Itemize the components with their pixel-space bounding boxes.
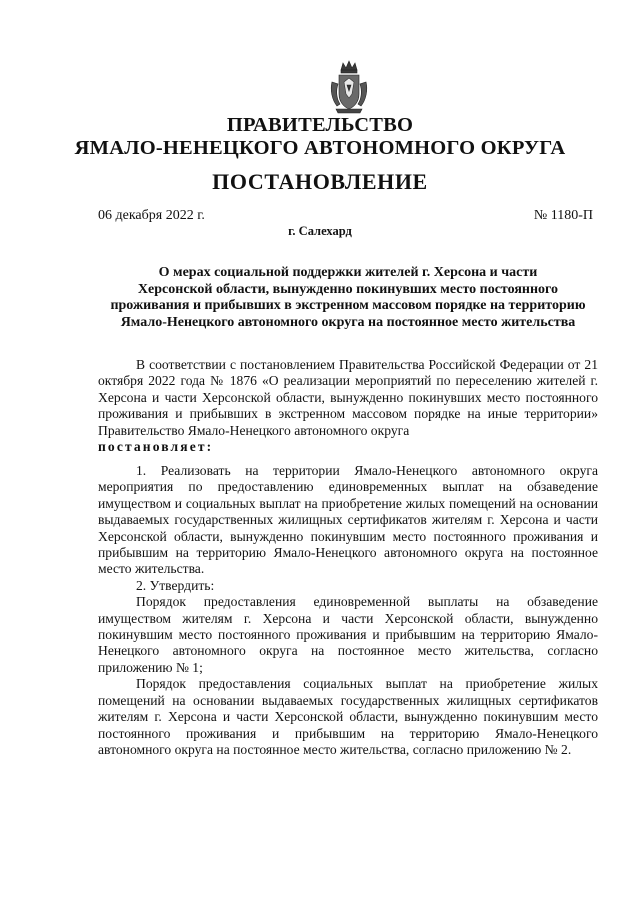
item-paragraph: Порядок предоставления социальных выплат на приобретение жилых помещений на основании выдаваемых государственных жилищных сертификатов жителям г. Херсона и части Херсонской области, вынужденно покинувшим место постоянного проживания и прибывшим на территорию Ямало-Ненецкого автономного округа на постоянное место жительства, согласно приложению № 2. bbox=[98, 676, 598, 757]
subject-line: Ямало-Ненецкого автономного округа на постоянное место жительства bbox=[120, 314, 576, 330]
coat-of-arms-emblem bbox=[328, 60, 370, 116]
document-type-title: ПОСТАНОВЛЕНИЕ bbox=[212, 169, 428, 194]
document-subject bbox=[98, 265, 598, 331]
subject-line: Херсонской области, вынужденно покинувших место постоянного bbox=[137, 281, 559, 297]
resolution-items bbox=[98, 463, 598, 758]
item-paragraph: 2. Утвердить: bbox=[136, 577, 215, 593]
subject-line: проживания и прибывших в экстренном массовом порядке на территорию bbox=[110, 298, 586, 313]
item-paragraph: Порядок предоставления единовременной выплаты на обзаведение имуществом жителям г. Херсона и части Херсонской области, вынужденно покинувшим место постоянного проживания и прибывшим на территорию Ямало-Ненецкого автономного округа на постоянное место жительства, согласно приложению № 1; bbox=[98, 594, 598, 675]
preamble-paragraph bbox=[98, 357, 598, 455]
document-number: № 1180-П bbox=[533, 208, 593, 223]
resolves-word: постановляет: bbox=[98, 439, 214, 455]
government-title-line1: ПРАВИТЕЛЬСТВО bbox=[226, 114, 414, 136]
government-title-line2: ЯМАЛО-НЕНЕЦКОГО АВТОНОМНОГО ОКРУГА bbox=[74, 137, 566, 159]
subject-line: О мерах социальной поддержки жителей г. Херсона и части bbox=[158, 265, 538, 280]
document-date: 06 декабря 2022 г. bbox=[98, 208, 205, 223]
preamble-text: В соответствии с постановлением Правительства Российской Федерации от 21 октября 2022 года № 1876 «О реализации мероприятий по переселению жителей г. Херсона и части Херсонской области, вынужденно покинувших место постоянного проживания и прибывших в экстренном массовом порядке на иные территории» Правительство Ямало-Ненецкого автономного округа bbox=[98, 357, 598, 438]
document-city: г. Салехард bbox=[288, 224, 352, 238]
item-paragraph: 1. Реализовать на территории Ямало-Ненецкого автономного округа мероприятия по предоставлению единовременных выплат на обзаведение имуществом и социальных выплат на приобретение жилых помещений на основании выдаваемых государственных жилищных сертификатов жителям г. Херсона и части Херсонской области, вынужденно покинувшим место постоянного проживания и прибывшим на территорию Ямало-Ненецкого автономного округа на постоянное место жительства. bbox=[98, 463, 598, 577]
